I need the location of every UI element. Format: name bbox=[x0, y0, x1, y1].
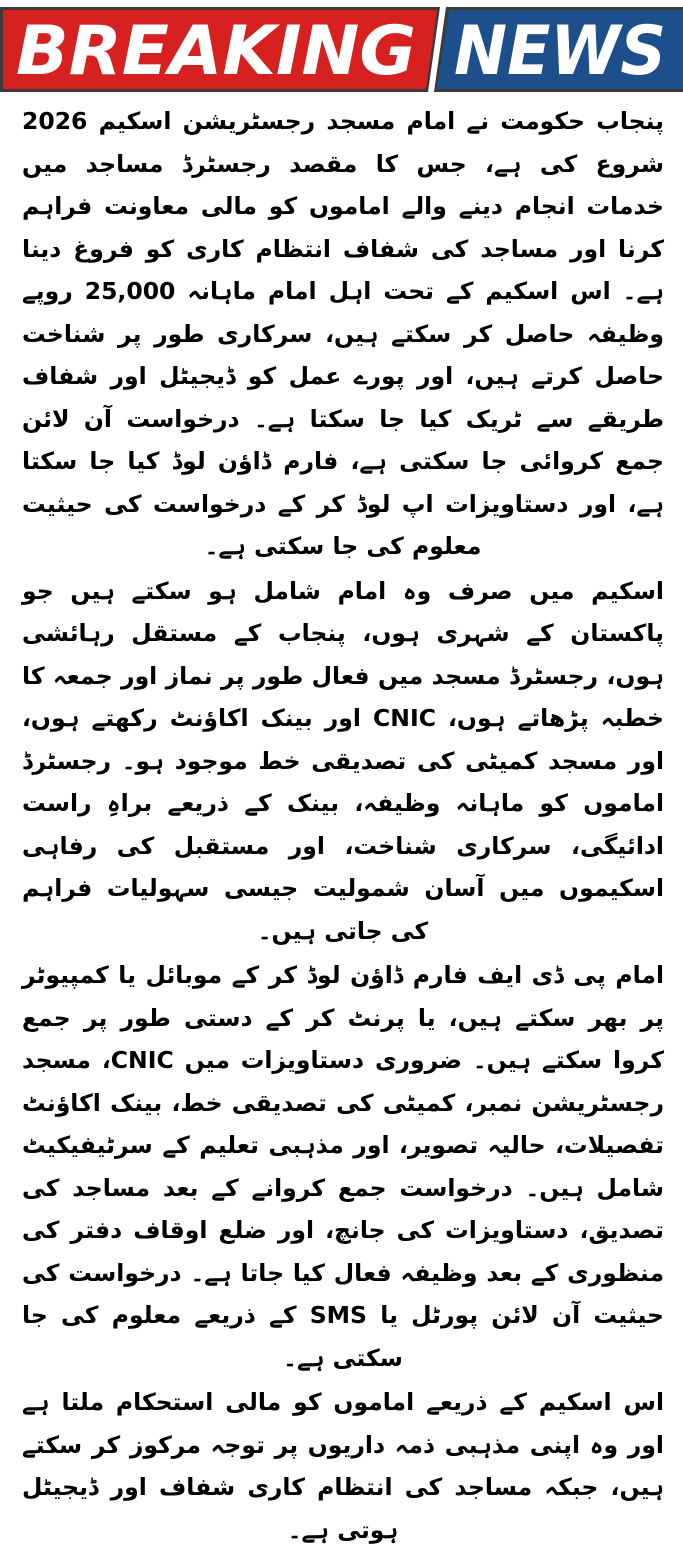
article-paragraph-intro: پنجاب حکومت نے امام مسجد رجسٹریشن اسکیم 2026 شروع کی ہے، جس کا مقصد رجسٹرڈ مساجد میں خدمات انجام دینے والے اماموں کو مالی معاونت فراہم کرنا اور مساجد کی شفاف انتظام کاری کو فروغ دینا ہے۔ اس اسکیم کے تحت اہل امام ماہانہ 25,000 روپے وظیفہ حاصل کر سکتے ہیں، سرکاری طور پر شناخت حاصل کرتے ہیں، اور پورے عمل کو ڈیجیٹل اور شفاف طریقے سے ٹریک کیا جا سکتا ہے۔ درخواست آن لائن جمع کروائی جا سکتی ہے، فارم ڈاؤن لوڈ کیا جا سکتا ہے، اور دستاویزات اپ لوڈ کر کے درخواست کی حیثیت معلوم کی جا سکتی ہے۔ bbox=[22, 107, 664, 560]
article-paragraph-eligibility: اسکیم میں صرف وہ امام شامل ہو سکتے ہیں جو پاکستان کے شہری ہوں، پنجاب کے مستقل رہائشی ہوں، رجسٹرڈ مسجد میں فعال طور پر نماز اور جمعہ کا خطبہ پڑھاتے ہوں، CNIC اور بینک اکاؤنٹ رکھتے ہوں، اور مسجد کمیٹی کی تصدیقی خط موجود ہو۔ رجسٹرڈ اماموں کو ماہانہ وظیفہ، بینک کے ذریعے براہِ راست ادائیگی، سرکاری شناخت، اور مستقبل کی رفاہی اسکیموں میں آسان شمولیت جیسی سہولیات فراہم کی جاتی ہیں۔ bbox=[22, 576, 664, 945]
banner-word-breaking: BREAKING bbox=[16, 12, 416, 91]
breaking-news-graphic bbox=[0, 0, 683, 94]
breaking-news-banner bbox=[0, 0, 683, 94]
article-paragraph-conclusion: اس اسکیم کے ذریعے اماموں کو مالی استحکام ملتا ہے اور وہ اپنی مذہبی ذمہ داریوں پر توجہ مرکوز کر سکتے ہیں، جبکہ مساجد کی انتظام کاری شفاف اور ڈیجیٹل ہوتی ہے۔ bbox=[22, 1388, 664, 1544]
article-body bbox=[22, 100, 664, 1544]
banner-word-news: NEWS bbox=[454, 12, 666, 91]
article-paragraph-procedure: امام پی ڈی ایف فارم ڈاؤن لوڈ کر کے موبائل یا کمپیوٹر پر بھر سکتے ہیں، یا پرنٹ کر کے دستی طور پر جمع کروا سکتے ہیں۔ ضروری دستاویزات میں CNIC، مسجد رجسٹریشن نمبر، کمیٹی کی تصدیقی خط، بینک اکاؤنٹ تفصیلات، حالیہ تصویر، اور مذہبی تعلیم کے سرٹیفیکیٹ شامل ہیں۔ درخواست جمع کروانے کے بعد مساجد کی تصدیق، دستاویزات کی جانچ، اور ضلع اوقاف دفتر کی منظوری کے بعد وظیفہ فعال کیا جاتا ہے۔ درخواست کی حیثیت آن لائن پورٹل یا SMS کے ذریعے معلوم کی جا سکتی ہے۔ bbox=[22, 961, 664, 1372]
